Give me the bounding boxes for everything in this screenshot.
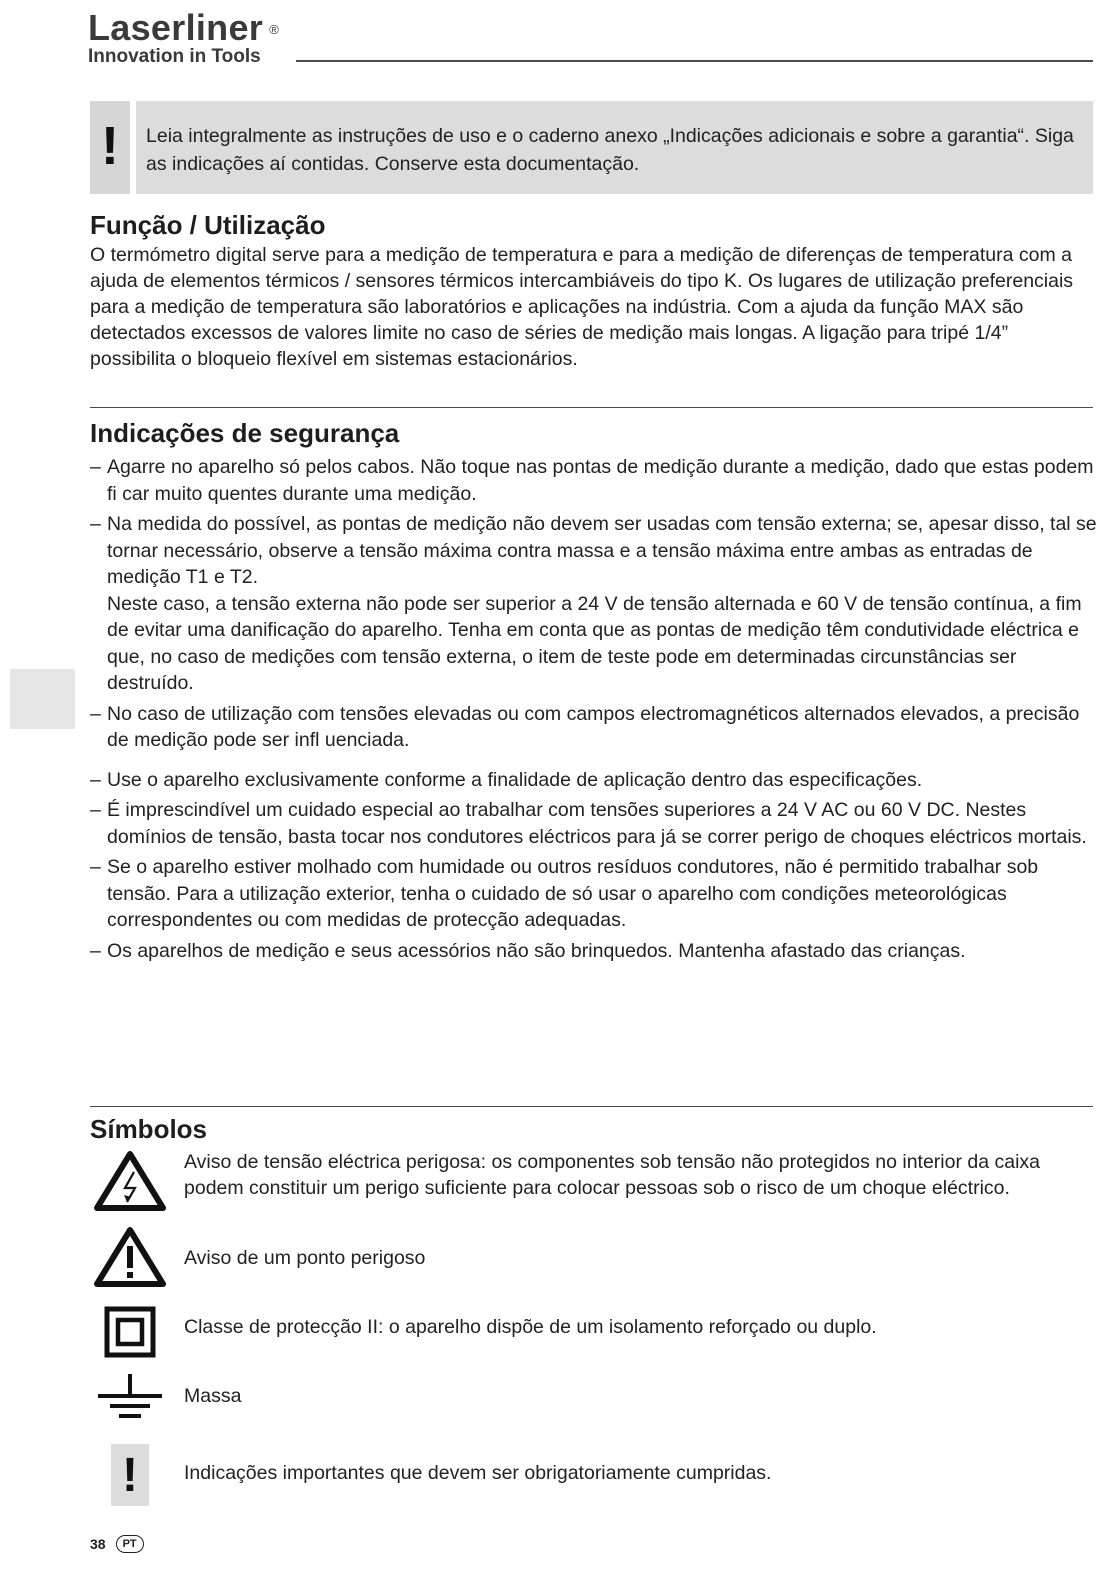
symbol-description: Indicações importantes que devem ser obrigatoriamente cumpridas. xyxy=(184,1462,772,1484)
page-footer xyxy=(90,1535,144,1553)
symbol-description: Aviso de um ponto perigoso xyxy=(184,1247,426,1269)
brand-tagline: Innovation in Tools xyxy=(88,46,261,67)
safety-item: – Se o aparelho estiver molhado com humidade ou outros resíduos condutores, não é permitido trabalhar sob tensão. Para a utilização exterior, tenha o cuidado de só usar o aparelho com condições meteorológicas correspondentes ou com medidas de protecção adequadas. xyxy=(90,856,1039,931)
safety-item: – É imprescindível um cuidado especial ao trabalhar com tensões superiores a 24 V AC ou 60 V DC. Nestes domínios de tensão, basta tocar nos condutores eléctricos para já se correr perigo de choques eléctricos mortais. xyxy=(90,799,1087,848)
notice-box xyxy=(90,101,1093,194)
safety-list xyxy=(90,454,1105,964)
symbol-description: Massa xyxy=(184,1385,242,1407)
safety-item: – No caso de utilização com tensões elevadas ou com campos electromagnéticos alternados elevados, a precisão de medição pode ser infl uenciada. xyxy=(90,702,1080,751)
important-notice-icon: ! xyxy=(90,1444,170,1506)
chapter-tab-marker xyxy=(10,669,75,729)
electric-hazard-icon xyxy=(90,1150,170,1212)
safety-divider xyxy=(90,407,1093,408)
safety-item: – Os aparelhos de medição e seus acessórios não são brinquedos. Mantenha afastado das crianças. xyxy=(90,938,1105,965)
list-dash: – xyxy=(90,939,101,962)
ground-icon xyxy=(90,1374,170,1422)
language-badge: PT xyxy=(116,1535,144,1553)
safety-item: – Na medida do possível, as pontas de medição não devem ser usadas com tensão externa; se, apesar disso, tal se tornar necessário, observe a tensão máxima contra massa e a tensão máxima entre ambas as entradas de medição T1 e T2. Neste caso, a tensão externa não pode ser superior a 24 V de tensão alternada e 60 V de tensão contínua, a fim de evitar uma danificação do aparelho. Tenha em conta que as pontas de medição têm condutividade eléctrica e que, no caso de medições com tensão externa, o item de teste pode em determinadas circunstâncias ser destruído. xyxy=(90,511,1105,697)
brand-logo xyxy=(88,7,280,68)
warning-triangle-icon xyxy=(90,1226,170,1288)
protection-class-ii-icon xyxy=(90,1306,170,1358)
notice-text: Leia integralmente as instruções de uso e o caderno anexo „Indicações adicionais e sobre a garantia“. Siga as indicações aí contidas. Conserve esta documentação. xyxy=(146,125,1074,175)
symbols-divider xyxy=(90,1106,1093,1107)
notice-text-box xyxy=(136,101,1093,194)
list-dash: – xyxy=(90,768,101,791)
symbols-heading: Símbolos xyxy=(90,1114,208,1144)
notice-exclamation-icon: ! xyxy=(90,101,130,194)
list-dash: – xyxy=(90,799,101,821)
list-dash: – xyxy=(90,513,101,535)
list-dash: – xyxy=(90,702,101,725)
function-body: O termómetro digital serve para a medição de temperatura e para a medição de diferenças de temperatura com a ajuda de elementos térmicos / sensores térmicos intercambiáveis do tipo K. Os lugares de utilização preferenciais para a medição de temperatura são laboratórios e aplicações na indústria. Com a ajuda da função MAX são detectados excessos de valores limite no caso de séries de medição mais longas. A ligação para tripé 1/4” possibilita o bloqueio flexível em sistemas estacionários. xyxy=(90,244,1074,370)
list-dash: – xyxy=(90,856,101,878)
safety-item: – Use o aparelho exclusivamente conforme a finalidade de aplicação dentro das especificações. xyxy=(90,767,1105,794)
safety-item-continuation: Neste caso, a tensão externa não pode ser superior a 24 V de tensão alternada e 60 V de tensão contínua, a fim de evitar uma danificação do aparelho. Tenha em conta que as pontas de medição têm condutividade eléctrica e que, no caso de medições com tensão externa, o item de teste pode em determinadas circunstâncias ser destruído. xyxy=(107,592,1082,694)
safety-heading: Indicações de segurança xyxy=(90,418,400,448)
symbol-description: Aviso de tensão eléctrica perigosa: os componentes sob tensão não protegidos no interior da caixa podem constituir um perigo suficiente para colocar pessoas sob o risco de um choque eléctrico. xyxy=(184,1151,1041,1199)
header-divider xyxy=(296,60,1093,62)
page-number: 38 xyxy=(90,1536,106,1552)
brand-name: Laserliner ® xyxy=(88,7,280,48)
registered-mark: ® xyxy=(269,22,280,37)
list-dash: – xyxy=(90,456,101,478)
symbol-description: Classe de protecção II: o aparelho dispõe de um isolamento reforçado ou duplo. xyxy=(184,1316,877,1338)
safety-item: – Agarre no aparelho só pelos cabos. Não toque nas pontas de medição durante a medição, dado que estas podem fi car muito quentes durante uma medição. xyxy=(90,456,1094,505)
function-heading: Função / Utilização xyxy=(90,210,326,240)
